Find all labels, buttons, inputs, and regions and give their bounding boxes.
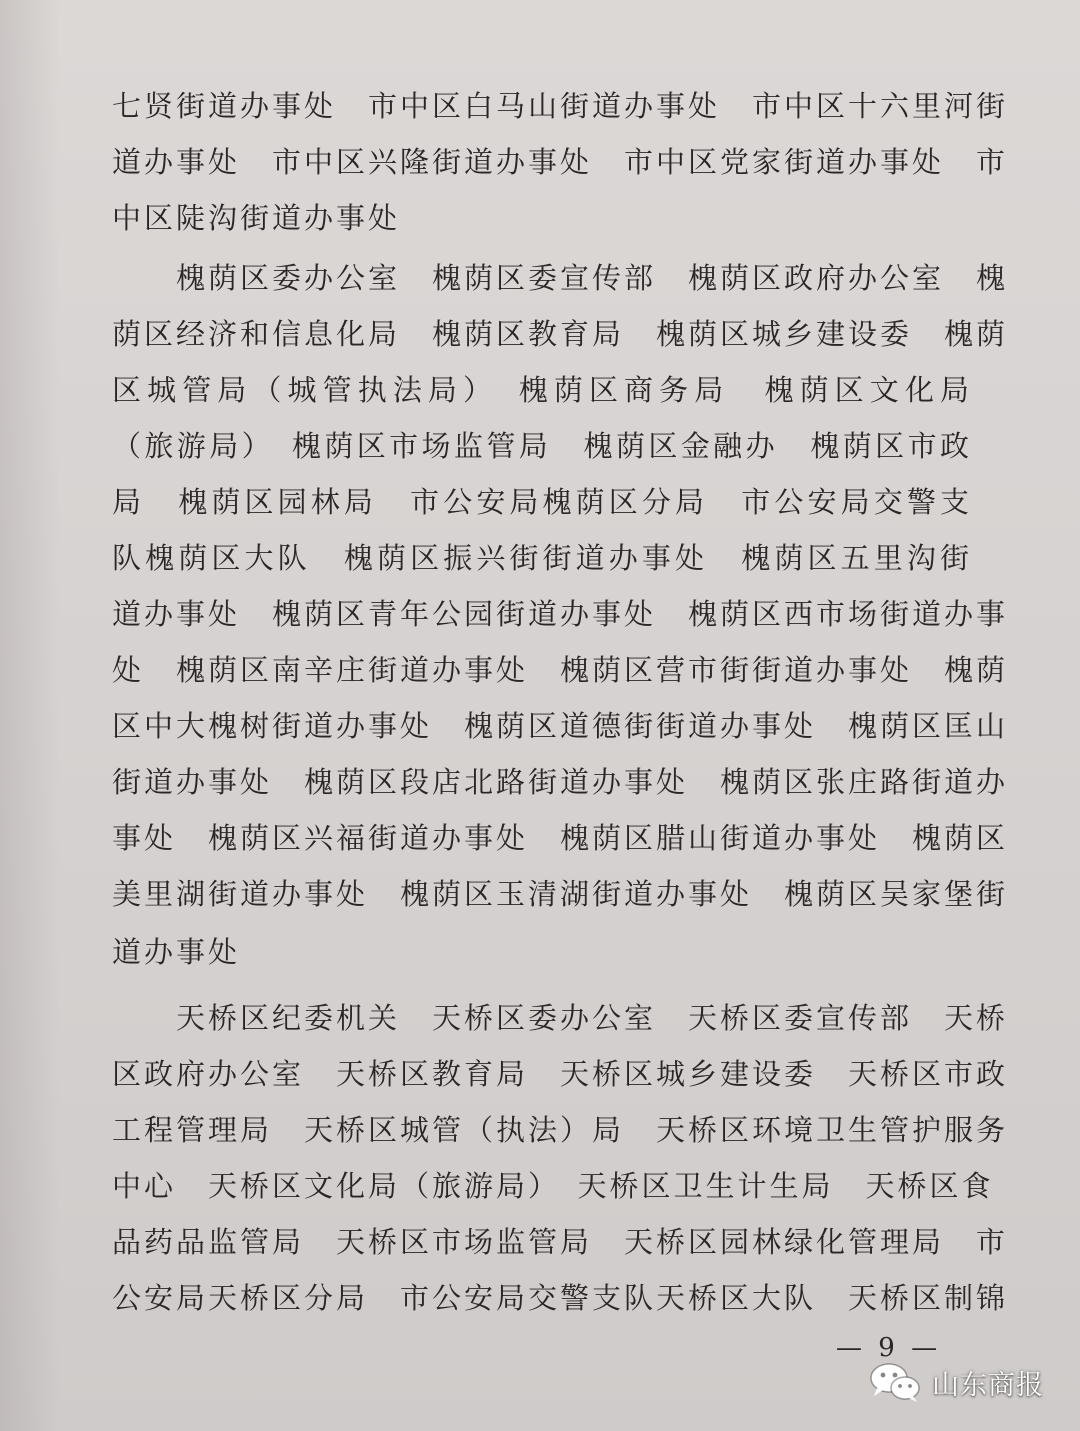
page-shadow bbox=[0, 0, 60, 1431]
text-line: 中区陡沟街道办事处 bbox=[112, 201, 401, 235]
text-line: 品药品监管局 天桥区市场监管局 天桥区园林绿化管理局 市 bbox=[112, 1225, 1009, 1259]
text-line: 工程管理局 天桥区城管（执法）局 天桥区环境卫生管护服务 bbox=[112, 1113, 1009, 1147]
text-line: 队槐荫区大队 槐荫区振兴街街道办事处 槐荫区五里沟街 bbox=[112, 541, 972, 575]
text-line: 区城管局（城管执法局） 槐荫区商务局 槐荫区文化局 bbox=[112, 373, 972, 407]
text-line: 区政府办公室 天桥区教育局 天桥区城乡建设委 天桥区市政 bbox=[112, 1057, 1009, 1091]
watermark-text: 山东商报 bbox=[932, 1369, 1044, 1401]
text-line: 七贤街道办事处 市中区白马山街道办事处 市中区十六里河街 bbox=[112, 89, 1009, 123]
wechat-icon bbox=[868, 1360, 922, 1404]
text-line: 道办事处 bbox=[112, 935, 241, 969]
text-line: 荫区经济和信息化局 槐荫区教育局 槐荫区城乡建设委 槐荫 bbox=[112, 317, 1009, 351]
text-line: 道办事处 槐荫区青年公园街道办事处 槐荫区西市场街道办事 bbox=[112, 597, 1009, 631]
text-line: 处 槐荫区南辛庄街道办事处 槐荫区营市街街道办事处 槐荫 bbox=[112, 653, 1009, 687]
text-line: 街道办事处 槐荫区段店北路街道办事处 槐荫区张庄路街道办 bbox=[112, 765, 1009, 799]
text-line: （旅游局） 槐荫区市场监管局 槐荫区金融办 槐荫区市政 bbox=[112, 429, 972, 463]
text-line: 公安局天桥区分局 市公安局交警支队天桥区大队 天桥区制锦 bbox=[112, 1281, 1009, 1315]
paragraph-start-line: 天桥区纪委机关 天桥区委办公室 天桥区委宣传部 天桥 bbox=[176, 1001, 1009, 1035]
paragraph-start-line: 槐荫区委办公室 槐荫区委宣传部 槐荫区政府办公室 槐 bbox=[176, 261, 1009, 295]
text-line: 道办事处 市中区兴隆街道办事处 市中区党家街道办事处 市 bbox=[112, 145, 1009, 179]
page-number: — 9 — bbox=[836, 1333, 942, 1363]
text-line: 美里湖街道办事处 槐荫区玉清湖街道办事处 槐荫区吴家堡街 bbox=[112, 877, 1009, 911]
text-line: 局 槐荫区园林局 市公安局槐荫区分局 市公安局交警支 bbox=[112, 485, 972, 519]
text-line: 中心 天桥区文化局（旅游局） 天桥区卫生计生局 天桥区食 bbox=[112, 1169, 994, 1203]
text-line: 区中大槐树街道办事处 槐荫区道德街街道办事处 槐荫区匡山 bbox=[112, 709, 1009, 743]
text-line: 事处 槐荫区兴福街道办事处 槐荫区腊山街道办事处 槐荫区 bbox=[112, 821, 1009, 855]
watermark bbox=[868, 1358, 1044, 1406]
